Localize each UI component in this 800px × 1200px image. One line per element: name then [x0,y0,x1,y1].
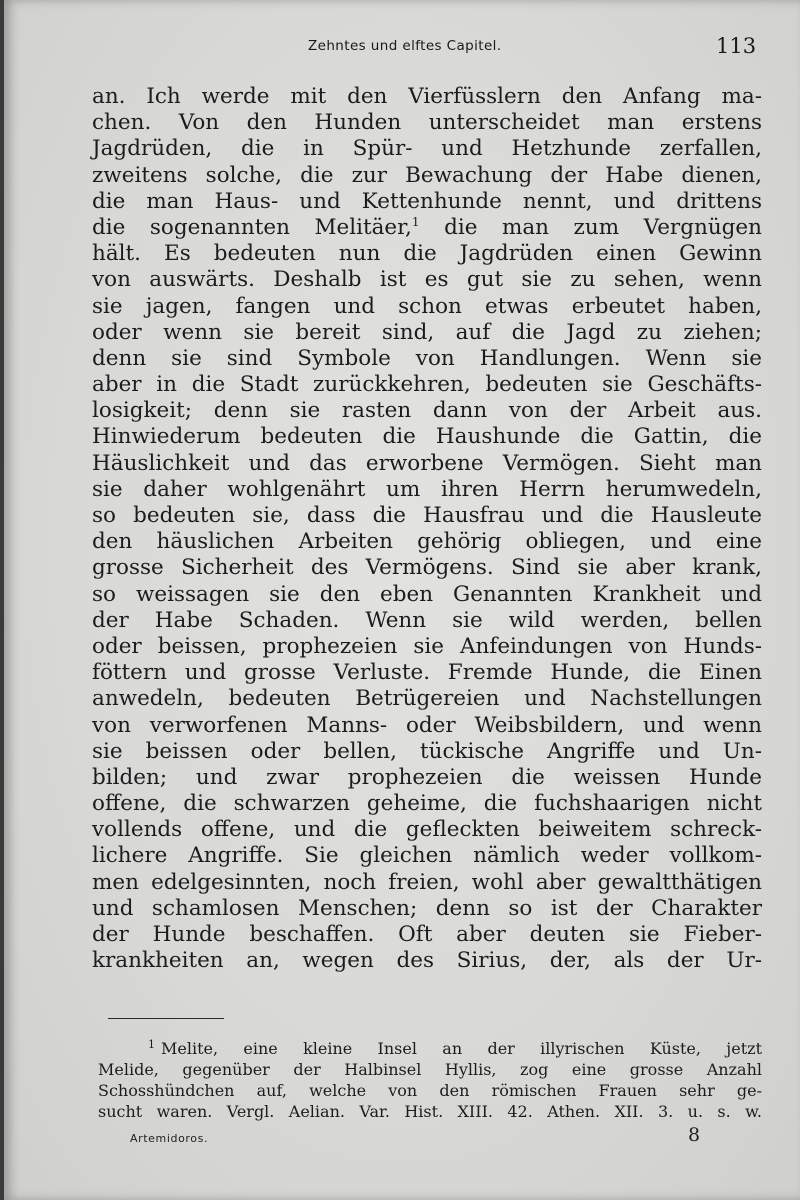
body-line: chen. Von den Hunden unterscheidet man erstens [92,110,762,136]
running-title: Zehntes und elftes Capitel. [308,38,502,54]
body-line: von verworfenen Manns- oder Weibsbildern, und wenn [92,712,762,738]
body-line: den häuslichen Arbeiten gehörig obliegen, und eine [92,529,762,555]
body-line: an. Ich werde mit den Vierfüsslern den Anfang ma- [92,84,762,109]
footnote-line [98,1038,762,1059]
body-line: denn sie sind Symbole von Handlungen. Wenn sie [92,345,762,371]
body-line: oder beissen, prophezeien sie Anfeindungen von Hunds- [92,633,762,659]
body-line: und schamlosen Menschen; denn so ist der Charakter [92,895,762,921]
body-line: Jagdrüden, die in Spür- und Hetzhunde zerfallen, [92,136,762,162]
footnote-line: Schosshündchen auf, welche von den römischen Frauen sehr ge- [98,1081,762,1100]
footnote [98,1038,762,1122]
body-line: lichere Angriffe. Sie gleichen nämlich weder vollkom- [92,843,762,869]
body-line-with-footnote-ref [92,215,762,241]
body-line: hält. Es bedeuten nun die Jagdrüden einen Gewinn [92,241,762,267]
body-line: der Hunde beschaffen. Oft aber deuten sie Fieber- [92,922,762,947]
body-line: anwedeln, bedeuten Betrügereien und Nachstellungen [92,686,762,712]
signature-number: 8 [688,1124,701,1146]
body-line: krankheiten an, wegen des Sirius, der, als der Ur- [92,948,762,974]
body-line-part: die sogenannten Melitäer, [92,214,412,240]
footnote-mark: 1 [148,1038,155,1051]
body-line: der Habe Schaden. Wenn sie wild werden, bellen [92,607,762,633]
footnote-reference: 1 [411,214,420,229]
footnote-line-text: Melite, eine kleine Insel an der illyrischen Küste, jetzt [161,1039,762,1058]
body-line: grosse Sicherheit des Vermögens. Sind sie aber krank, [92,555,762,581]
footnote-line: Melide, gegenüber der Halbinsel Hyllis, zog eine grosse Anzahl [98,1060,762,1079]
body-line: bilden; und zwar prophezeien die weissen Hunde [92,764,762,790]
body-line: zweitens solche, die zur Bewachung der Habe dienen, [92,162,762,188]
body-line: sie jagen, fangen und schon etwas erbeutet haben, [92,293,762,319]
body-line: Häuslichkeit und das erworbene Vermögen. Sieht man [92,450,762,476]
body-line: Hinwiederum bedeuten die Haushunde die Gattin, die [92,424,762,450]
body-text [92,84,762,974]
body-line: offene, die schwarzen geheime, die fuchshaarigen nicht [92,791,762,817]
body-line: losigkeit; denn sie rasten dann von der Arbeit aus. [92,398,762,424]
body-line: föttern und grosse Verluste. Fremde Hunde, die Einen [92,660,762,686]
body-line-part: die man zum Vergnügen [444,214,762,240]
body-line: oder wenn sie bereit sind, auf die Jagd zu ziehen; [92,319,762,345]
body-line: so weissagen sie den eben Genannten Krankheit und [92,581,762,607]
running-head [0,34,800,64]
body-line: von auswärts. Deshalb ist es gut sie zu sehen, wenn [92,267,762,293]
body-line: so bedeuten sie, dass die Hausfrau und die Hausleute [92,503,762,528]
body-line: aber in die Stadt zurückkehren, bedeuten sie Geschäfts- [92,372,762,398]
footnote-line: sucht waren. Vergl. Aelian. Var. Hist. XIII. 42. Athen. XII. 3. u. s. w. [98,1102,762,1121]
page-number: 113 [716,34,757,58]
body-line: sie beissen oder bellen, tückische Angriffe und Un- [92,738,762,764]
body-line: vollends offene, und die gefleckten beiweitem schreck- [92,817,762,843]
footnote-divider [108,1018,224,1019]
body-line: sie daher wohlgenährt um ihren Herrn herumwedeln, [92,476,762,502]
body-line: men edelgesinnten, noch freien, wohl aber gewaltthätigen [92,869,762,895]
body-line: die man Haus- und Kettenhunde nennt, und drittens [92,188,762,214]
printer-signature: Artemidoros. [130,1132,209,1145]
